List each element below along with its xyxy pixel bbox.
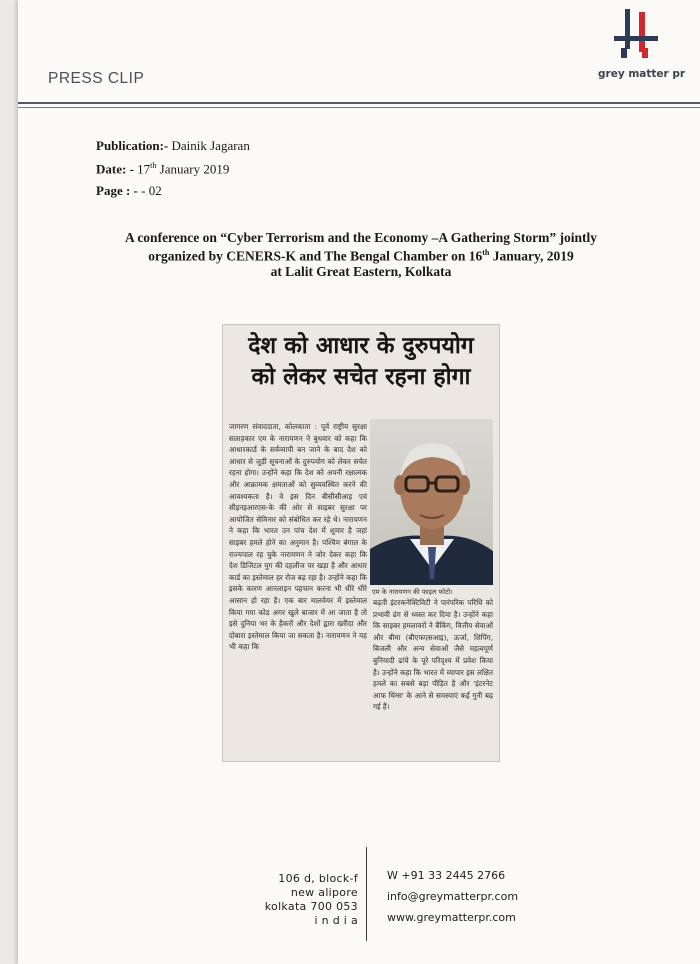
header-rule bbox=[18, 102, 700, 104]
date-line: Date: - 17th January 2019 bbox=[96, 161, 230, 177]
address-line-4: i n d i a bbox=[314, 914, 358, 927]
clip-headline: देश को आधार के दुरुपयोग को लेकर सचेत रहना होगा bbox=[248, 333, 474, 390]
address-line-1: 106 d, block-f bbox=[278, 872, 358, 885]
date-day: 17 bbox=[137, 161, 151, 177]
press-clip-page bbox=[18, 0, 700, 964]
clip-column-2: बढ़ती इंटरकनेक्टिविटी ने पारंपरिक परिधि को प्रभावी ढंग से ध्वस्त कर दिया है। उन्होंने कहा कि साइबर हमलावरों ने बैंकिंग, वित्तीय सेवाओं और बीमा (बीएफएसआइ), ऊर्जा, शिपिंग, बिजली और अन्य सेवाओं जैसे महत्वपूर्ण बुनियादी ढांचे के पूरे परिदृश्य में प्रवेश किया है। उन्होंने कहा कि भारत में व्यापार इस लक्षित हमले का सबसे बड़ा पीड़ित है और 'इंटरनेट आफ थिंग्स' के आने से समस्याएं कई गुनी बढ़ गई हैं। bbox=[373, 598, 493, 712]
date-rest: January 2019 bbox=[159, 161, 230, 177]
portrait-photo bbox=[370, 419, 493, 585]
address-line-3: kolkata 700 053 bbox=[264, 900, 358, 913]
photo-caption: एम के नारायणन की फाइल फोटो। bbox=[372, 588, 453, 596]
press-clip-label: PRESS CLIP bbox=[48, 70, 145, 87]
footer-divider bbox=[366, 847, 367, 941]
email-link[interactable]: info@greymatterpr.com bbox=[387, 890, 519, 903]
header-rule-thin bbox=[18, 107, 700, 108]
website-link[interactable]: www.greymatterpr.com bbox=[387, 911, 516, 924]
grey-matter-logo bbox=[598, 6, 686, 80]
portrait-image bbox=[370, 419, 493, 585]
event-headline: A conference on “Cyber Terrorism and the Economy –A Gathering Storm” jointly organized by CENERS-K and The Bengal Chamber on 16th January, 2019 at Lalit Great Eastern, Kolkata bbox=[124, 230, 598, 279]
phone-number: W +91 33 2445 2766 bbox=[387, 869, 506, 882]
publication-value: Dainik Jagaran bbox=[171, 138, 250, 153]
page-value: 02 bbox=[148, 183, 162, 198]
page-line: Page : - - 02 bbox=[96, 183, 162, 198]
newspaper-clipping bbox=[222, 324, 500, 762]
logo-text: grey matter pr bbox=[598, 68, 686, 80]
clip-column-1: जागरण संवाददाता, कोलकाता : पूर्व राष्ट्रीय सुरक्षा सलाहकार एम के नारायणन ने बुधवार को कहा कि आधारकार्ड के सर्वव्यापी बन जाने के बाद देश को आधार से जुड़ी सूचनाओं के दुरुपयोग को लेकर सचेत रहना होगा। उन्होंने कहा कि देश को अपनी रक्षात्मक और आक्रामक क्षमताओं को सुव्यवस्थित करने की आवश्यकता है। वे इस दिन बीसीसीआइ एवं सीइनइआरएस-के की ओर से साइबर सुरक्षा पर आयोजित सेमिनार को संबोधित कर रहे थे। नारायणन ने कहा कि भारत उन पांच देश में शुमार है जहां साइबर हमले होने का अनुमान है। पश्चिम बंगाल के राज्यपाल रह चुके नारायणन ने जोर देकर कहा कि देश डिजिटल युग की दहलीज पर खड़ा है और आधार कार्ड का इस्तेमाल हर रोज बढ़ रहा है। उन्होंने कहा कि इसके कारण आनलाइन पहचान करना भी धीरे धीरे आसान हो रहा है। एक बार मालवेयर में इस्तेमाल किया गया कोड अगर खुले बाजार में आ जाता है तो इसे दुनिया भर के हैकरों और देशों द्वारा खरीदा और दोबारा इस्तेमाल किया जा सकता है। नारायणन ने यह भी कहा कि bbox=[229, 422, 367, 652]
logo-mark-icon bbox=[612, 6, 662, 66]
publication-line: Publication:- Dainik Jagaran bbox=[96, 138, 250, 153]
address-line-2: new alipore bbox=[290, 886, 358, 899]
